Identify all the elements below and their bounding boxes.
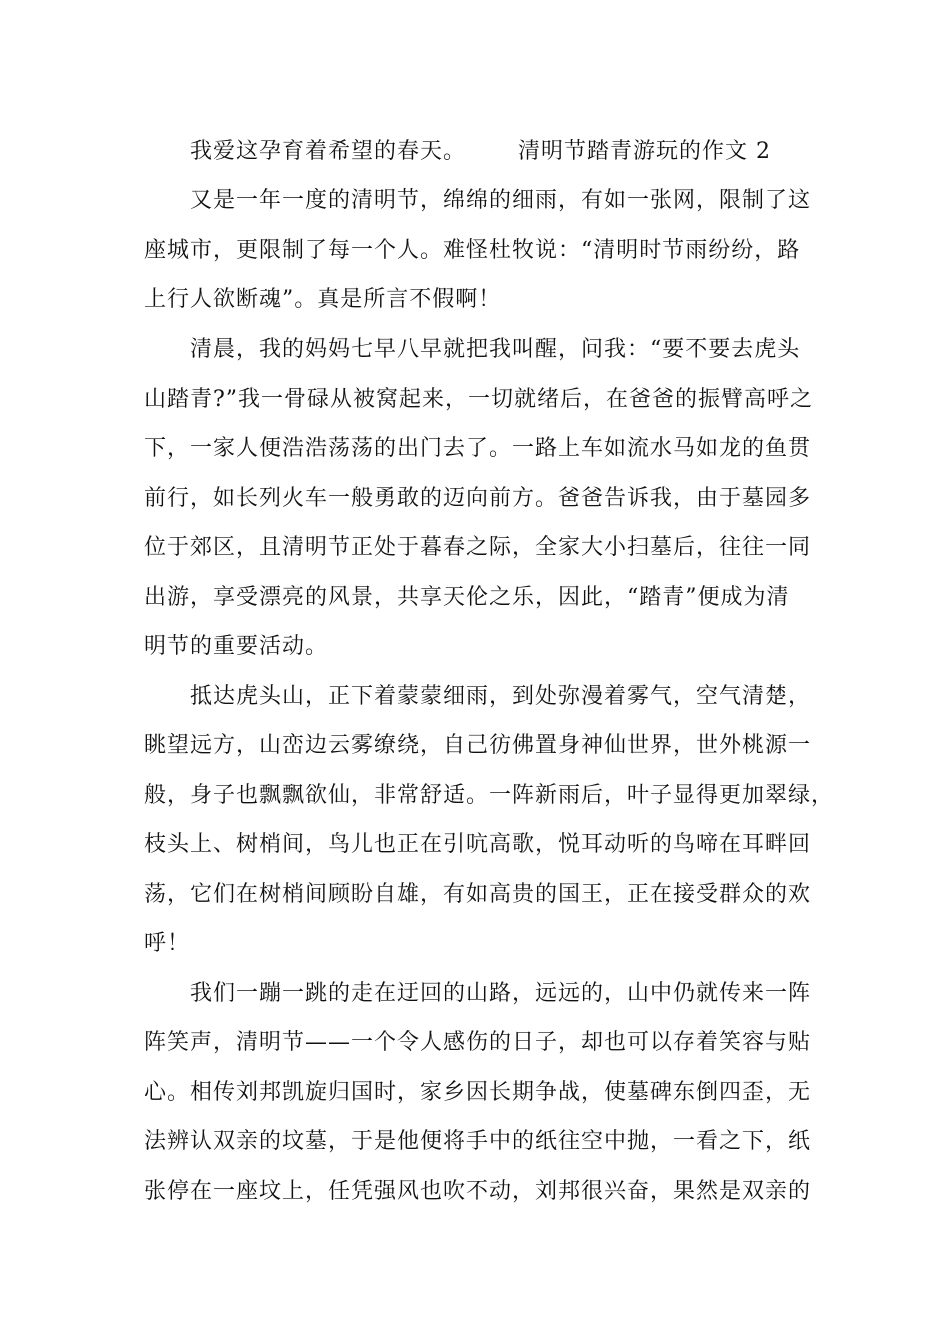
paragraph-3-line-6: 呼！ [144,931,191,956]
paragraph-1-line-2: 座城市，更限制了每一个人。难怪杜牧说：“清明时节雨纷纷，路 [144,238,801,263]
paragraph-2-line-4: 前行，如长列火车一般勇敢的迈向前方。爸爸告诉我，由于墓园多 [144,486,812,511]
paragraph-2-line-1: 清晨，我的妈妈七早八早就把我叫醒，问我：“要不要去虎头 [190,337,801,362]
paragraph-3-line-3: 般，身子也飘飘欲仙，非常舒适。一阵新雨后，叶子显得更加翠绿， [144,783,835,808]
paragraph-2-line-2: 山踏青?”我一骨碌从被窝起来，一切就绪后，在爸爸的振臂高呼之 [144,387,814,412]
paragraph-3-line-4: 枝头上、树梢间，鸟儿也正在引吭高歌，悦耳动听的鸟啼在耳畔回 [144,832,812,857]
essay-title: 清明节踏青游玩的作文 2 [518,139,772,164]
paragraph-4-line-4: 法辨认双亲的坟墓，于是他便将手中的纸往空中抛，一看之下，纸 [144,1129,812,1154]
paragraph-3-line-1: 抵达虎头山，正下着蒙蒙细雨，到处弥漫着雾气，空气清楚， [190,684,812,709]
paragraph-2-line-7: 明节的重要活动。 [144,634,329,659]
paragraph-4-line-1: 我们一蹦一跳的走在迂回的山路，远远的，山中仍就传来一阵 [190,981,812,1006]
paragraph-3-line-5: 荡，它们在树梢间顾盼自雄，有如高贵的国王，正在接受群众的欢 [144,882,812,907]
paragraph-1-line-1: 又是一年一度的清明节，绵绵的细雨，有如一张网，限制了这 [190,188,812,213]
opening-sentence: 我爱这孕育着希望的春天。 [190,139,467,164]
paragraph-3-line-2: 眺望远方，山峦边云雾缭绕，自己彷佛置身神仙世界，世外桃源一 [144,733,812,758]
paragraph-4-line-2: 阵笑声，清明节——一个令人感伤的日子，却也可以存着笑容与贴 [144,1030,812,1055]
paragraph-4-line-3: 心。相传刘邦凯旋归国时，家乡因长期争战，使墓碑东倒四歪，无 [144,1080,812,1105]
opening-line [190,137,814,167]
paragraph-2-line-6: 出游，享受漂亮的风景，共享天伦之乐，因此，“踏青”便成为清 [144,585,790,610]
paragraph-2-line-5: 位于郊区，且清明节正处于暮春之际，全家大小扫墓后，往往一同 [144,535,812,560]
paragraph-1-line-3: 上行人欲断魂”。真是所言不假啊！ [144,287,502,312]
paragraph-4-line-5: 张停在一座坟上，任凭强风也吹不动，刘邦很兴奋，果然是双亲的 [144,1179,812,1204]
paragraph-2-line-3: 下，一家人便浩浩荡荡的出门去了。一路上车如流水马如龙的鱼贯 [144,436,812,461]
